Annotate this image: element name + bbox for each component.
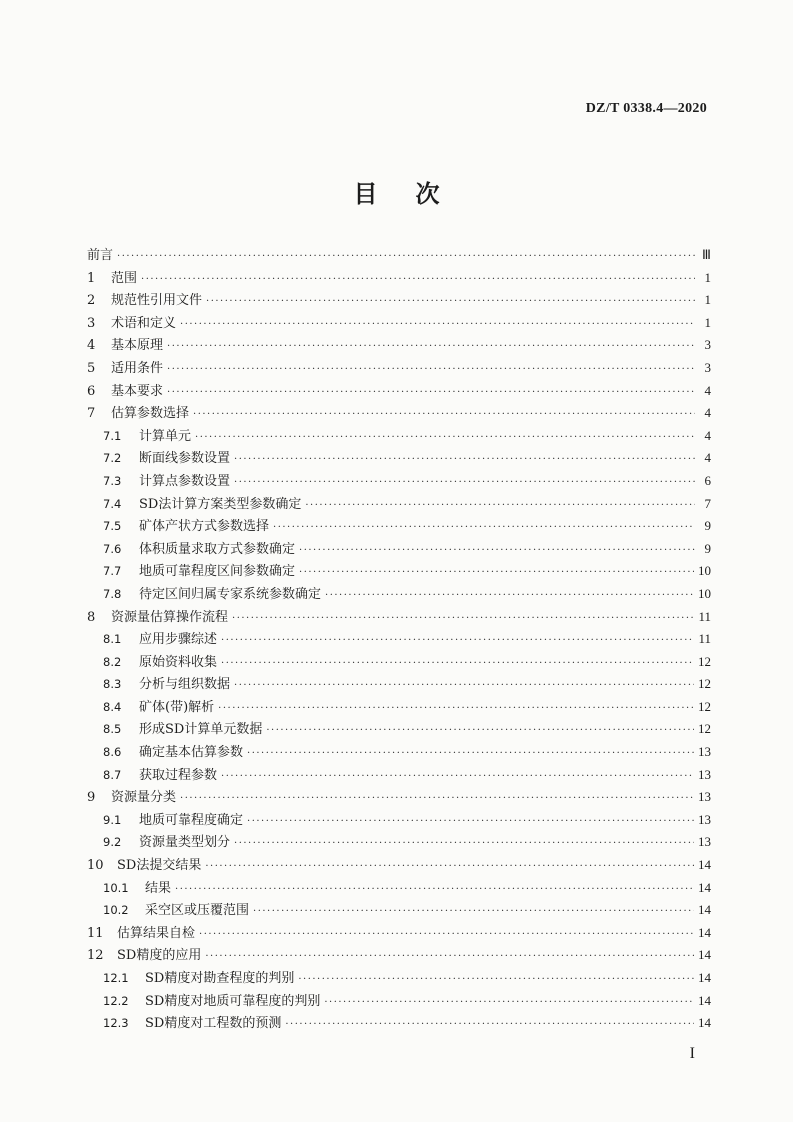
toc-entry-number: 6 bbox=[87, 383, 96, 399]
toc-entry-title: 计算点参数设置 bbox=[139, 473, 231, 489]
toc-entry-title: 地质可靠程度确定 bbox=[139, 812, 244, 828]
standard-code: DZ/T 0338.4—2020 bbox=[585, 101, 707, 116]
toc-entry-page: 1 bbox=[704, 292, 711, 308]
toc-entry-title: 体积质量求取方式参数确定 bbox=[139, 541, 296, 557]
toc-entry[interactable] bbox=[87, 696, 711, 719]
toc-entry-title: SD精度对工程数的预测 bbox=[145, 1016, 282, 1032]
toc-entry[interactable] bbox=[87, 447, 711, 470]
toc-entry-number: 8.4 bbox=[103, 699, 122, 714]
toc-entry[interactable] bbox=[87, 606, 711, 629]
toc-entry[interactable] bbox=[87, 560, 711, 583]
toc-entry-page: 11 bbox=[698, 608, 711, 624]
toc-entry-title: 矿体(带)解析 bbox=[139, 699, 215, 715]
toc-dot-leader bbox=[206, 291, 695, 314]
toc-dot-leader bbox=[325, 585, 694, 608]
toc-entry[interactable] bbox=[87, 357, 711, 380]
toc-entry-page: 14 bbox=[698, 902, 711, 918]
toc-entry[interactable] bbox=[87, 334, 711, 357]
toc-entry-title: SD法计算方案类型参数确定 bbox=[139, 496, 302, 512]
toc-entry[interactable] bbox=[87, 515, 711, 538]
toc-entry-number: 8.1 bbox=[103, 632, 122, 647]
toc-entry-number: 11 bbox=[87, 925, 104, 941]
toc-entry-page: 12 bbox=[698, 653, 711, 669]
toc-entry[interactable] bbox=[87, 967, 711, 990]
title-char-1: 目 bbox=[353, 180, 378, 208]
toc-dot-leader bbox=[195, 427, 695, 450]
title-char-2: 次 bbox=[415, 180, 440, 208]
toc-entry-title: 范围 bbox=[111, 270, 138, 286]
toc-entry-title: 获取过程参数 bbox=[139, 767, 218, 783]
toc-entry-number: 7.4 bbox=[103, 496, 122, 511]
toc-dot-leader bbox=[253, 901, 694, 924]
toc-entry-title: 应用步骤综述 bbox=[139, 632, 218, 648]
toc-entry[interactable] bbox=[87, 425, 711, 448]
toc-entry-title: 基本原理 bbox=[111, 338, 164, 354]
toc-dot-leader bbox=[221, 653, 694, 676]
toc-entry[interactable] bbox=[87, 538, 711, 561]
table-of-contents bbox=[87, 244, 711, 1035]
toc-entry-title: SD精度的应用 bbox=[117, 948, 202, 964]
toc-entry-number: 9.2 bbox=[103, 835, 122, 850]
toc-dot-leader bbox=[285, 1014, 694, 1037]
toc-entry-title: 分析与组织数据 bbox=[139, 677, 231, 693]
toc-entry[interactable] bbox=[87, 380, 711, 403]
toc-entry-page: 4 bbox=[704, 405, 711, 421]
toc-dot-leader bbox=[266, 720, 694, 743]
toc-entry-page: 14 bbox=[698, 857, 711, 873]
toc-dot-leader bbox=[234, 675, 694, 698]
toc-entry-number: 7.3 bbox=[103, 473, 122, 488]
toc-dot-leader bbox=[232, 608, 694, 631]
toc-entry-page: 12 bbox=[698, 721, 711, 737]
toc-entry-number: 10 bbox=[87, 858, 104, 874]
toc-dot-leader bbox=[167, 382, 695, 405]
toc-entry-number: 7.7 bbox=[103, 564, 122, 579]
toc-entry-title: 待定区间归属专家系统参数确定 bbox=[139, 586, 322, 602]
toc-entry[interactable] bbox=[87, 764, 711, 787]
toc-entry-title: SD法提交结果 bbox=[117, 858, 202, 874]
toc-entry-page: 6 bbox=[704, 472, 711, 488]
toc-dot-leader bbox=[221, 766, 694, 789]
toc-entry-page: 7 bbox=[704, 495, 711, 511]
toc-entry-page: 12 bbox=[698, 676, 711, 692]
toc-dot-leader bbox=[199, 924, 694, 947]
toc-entry-number: 9.1 bbox=[103, 812, 122, 827]
toc-entry[interactable] bbox=[87, 990, 711, 1013]
toc-entry-title: 资源量类型划分 bbox=[139, 835, 231, 851]
toc-entry-page: 1 bbox=[704, 269, 711, 285]
toc-dot-leader bbox=[167, 336, 695, 359]
toc-dot-leader bbox=[234, 449, 695, 472]
toc-entry[interactable] bbox=[87, 741, 711, 764]
toc-dot-leader bbox=[218, 698, 694, 721]
toc-entry-title: 估算结果自检 bbox=[117, 925, 196, 941]
toc-entry[interactable] bbox=[87, 854, 711, 877]
toc-entry-page: 14 bbox=[698, 1015, 711, 1031]
toc-dot-leader bbox=[141, 269, 695, 292]
toc-dot-leader bbox=[175, 879, 694, 902]
toc-dot-leader bbox=[193, 404, 695, 427]
toc-dot-leader bbox=[117, 246, 695, 269]
toc-entry-number: 8.6 bbox=[103, 745, 122, 760]
toc-entry-page: 13 bbox=[698, 789, 711, 805]
toc-entry-page: 13 bbox=[698, 766, 711, 782]
toc-dot-leader bbox=[298, 969, 694, 992]
toc-entry-number: 7.5 bbox=[103, 519, 122, 534]
toc-entry-page: 1 bbox=[704, 314, 711, 330]
toc-entry[interactable] bbox=[87, 244, 711, 267]
toc-dot-leader bbox=[299, 540, 695, 563]
toc-entry-title: 资源量分类 bbox=[111, 790, 177, 806]
toc-entry-number: 8 bbox=[87, 609, 96, 625]
toc-entry-number: 2 bbox=[87, 293, 96, 309]
toc-entry-page: 14 bbox=[698, 970, 711, 985]
toc-entry-title: 基本要求 bbox=[111, 383, 164, 399]
toc-entry-number: 7 bbox=[87, 406, 96, 422]
toc-entry[interactable] bbox=[87, 673, 711, 696]
toc-entry-number: 9 bbox=[87, 790, 96, 806]
toc-entry[interactable] bbox=[87, 651, 711, 674]
toc-entry-title: 术语和定义 bbox=[111, 315, 177, 331]
toc-entry-page: 14 bbox=[698, 992, 711, 1008]
toc-entry[interactable] bbox=[87, 470, 711, 493]
toc-entry-title: 采空区或压覆范围 bbox=[145, 903, 250, 919]
toc-entry-number: 7.1 bbox=[103, 428, 122, 443]
footer-page-number: I bbox=[689, 1045, 695, 1062]
toc-entry[interactable] bbox=[87, 831, 711, 854]
toc-entry-page: 4 bbox=[704, 382, 711, 398]
toc-entry-number: 1 bbox=[87, 270, 96, 286]
toc-dot-leader bbox=[205, 856, 694, 879]
toc-entry-title: 估算参数选择 bbox=[111, 406, 190, 422]
toc-entry-page: 3 bbox=[704, 337, 711, 353]
toc-entry-page: 13 bbox=[698, 744, 711, 760]
toc-dot-leader bbox=[324, 992, 694, 1015]
toc-entry-number: 10.1 bbox=[103, 880, 129, 895]
toc-entry-number: 8.3 bbox=[103, 677, 122, 692]
toc-entry[interactable] bbox=[87, 718, 711, 741]
toc-entry[interactable] bbox=[87, 583, 711, 606]
toc-entry[interactable] bbox=[87, 809, 711, 832]
toc-dot-leader bbox=[180, 314, 695, 337]
toc-entry[interactable] bbox=[87, 267, 711, 290]
toc-entry[interactable] bbox=[87, 402, 711, 425]
toc-entry-title: 矿体产状方式参数选择 bbox=[139, 519, 270, 535]
toc-entry-number: 12.1 bbox=[103, 971, 129, 985]
toc-entry-title: 适用条件 bbox=[111, 360, 164, 376]
toc-entry-number: 8.7 bbox=[103, 767, 122, 782]
toc-entry-number: 12.2 bbox=[103, 993, 129, 1008]
toc-entry-page: 14 bbox=[698, 947, 711, 963]
toc-entry-title: 原始资料收集 bbox=[139, 654, 218, 670]
toc-dot-leader bbox=[299, 562, 694, 585]
toc-entry-title: 计算单元 bbox=[139, 428, 192, 444]
toc-entry[interactable] bbox=[87, 1012, 711, 1035]
toc-entry-number: 5 bbox=[87, 360, 96, 376]
toc-entry-page: 4 bbox=[704, 450, 711, 466]
toc-entry[interactable] bbox=[87, 628, 711, 651]
toc-dot-leader bbox=[205, 946, 694, 969]
toc-entry-number: 3 bbox=[87, 315, 96, 331]
toc-dot-leader bbox=[234, 833, 694, 856]
toc-entry-title: 结果 bbox=[145, 880, 172, 896]
toc-entry-number: 10.2 bbox=[103, 903, 129, 918]
toc-entry-page: 3 bbox=[704, 359, 711, 375]
toc-entry-page: 13 bbox=[698, 834, 711, 850]
toc-entry-number: 8.5 bbox=[103, 722, 122, 737]
toc-entry-number: 7.6 bbox=[103, 541, 122, 556]
toc-entry-title: SD精度对地质可靠程度的判别 bbox=[145, 993, 321, 1009]
toc-entry-number: 8.2 bbox=[103, 654, 122, 669]
toc-entry-page: Ⅲ bbox=[702, 247, 711, 262]
toc-entry[interactable] bbox=[87, 312, 711, 335]
toc-entry-title: 地质可靠程度区间参数确定 bbox=[139, 564, 296, 580]
toc-entry[interactable] bbox=[87, 877, 711, 900]
toc-entry-page: 11 bbox=[698, 631, 711, 647]
toc-entry-number: 12 bbox=[87, 948, 104, 964]
toc-entry-number: 12.3 bbox=[103, 1016, 129, 1031]
toc-entry-number: 7.8 bbox=[103, 586, 122, 601]
toc-dot-leader bbox=[273, 517, 695, 540]
toc-dot-leader bbox=[221, 630, 694, 653]
toc-entry[interactable] bbox=[87, 493, 711, 516]
toc-entry-page: 4 bbox=[704, 427, 711, 443]
toc-dot-leader bbox=[247, 743, 694, 766]
toc-entry[interactable] bbox=[87, 899, 711, 922]
toc-entry-page: 9 bbox=[704, 540, 711, 556]
toc-entry[interactable] bbox=[87, 944, 711, 967]
toc-entry-title: 规范性引用文件 bbox=[111, 293, 203, 309]
toc-dot-leader bbox=[180, 788, 694, 811]
toc-entry-title: 前言 bbox=[87, 248, 114, 263]
toc-entry-number: 4 bbox=[87, 338, 96, 354]
toc-dot-leader bbox=[167, 359, 695, 382]
toc-entry-title: SD精度对勘查程度的判别 bbox=[145, 971, 295, 986]
toc-entry[interactable] bbox=[87, 786, 711, 809]
toc-entry-page: 10 bbox=[698, 563, 711, 579]
toc-entry-page: 12 bbox=[698, 698, 711, 714]
toc-dot-leader bbox=[247, 811, 694, 834]
toc-entry-page: 13 bbox=[698, 811, 711, 827]
toc-entry-title: 确定基本估算参数 bbox=[139, 745, 244, 761]
toc-entry[interactable] bbox=[87, 922, 711, 945]
toc-entry-title: 形成SD计算单元数据 bbox=[139, 722, 263, 738]
toc-entry-page: 9 bbox=[704, 518, 711, 534]
toc-entry-page: 14 bbox=[698, 879, 711, 895]
toc-entry-page: 10 bbox=[698, 585, 711, 601]
toc-entry-page: 14 bbox=[698, 924, 711, 940]
toc-entry-title: 断面线参数设置 bbox=[139, 451, 231, 467]
toc-dot-leader bbox=[234, 472, 695, 495]
toc-dot-leader bbox=[305, 495, 695, 518]
toc-entry-title: 资源量估算操作流程 bbox=[111, 609, 229, 625]
toc-entry[interactable] bbox=[87, 289, 711, 312]
toc-entry-number: 7.2 bbox=[103, 451, 122, 466]
page-title bbox=[0, 174, 793, 209]
